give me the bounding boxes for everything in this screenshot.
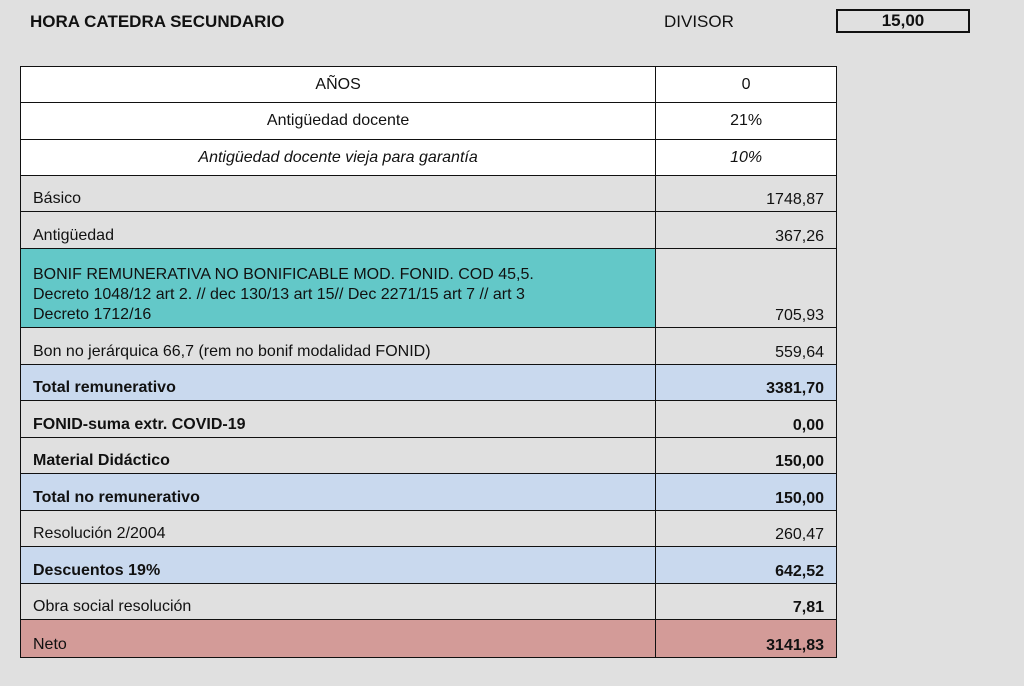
row-value-neto[interactable]: 3141,83 — [656, 620, 837, 658]
row-label-total-remunerativo[interactable]: Total remunerativo — [21, 365, 656, 401]
row-label-resolucion-2-2004[interactable]: Resolución 2/2004 — [21, 511, 656, 547]
row-value-material-didactico[interactable]: 150,00 — [656, 438, 837, 474]
row-label-bonif-remunerativa[interactable] — [21, 249, 656, 328]
table-row — [21, 365, 837, 401]
row-value-total-remunerativo[interactable]: 3381,70 — [656, 365, 837, 401]
table-row — [21, 249, 837, 328]
row-value-obra-social[interactable]: 7,81 — [656, 584, 837, 620]
table-row — [21, 140, 837, 176]
table-row — [21, 620, 837, 658]
row-label-basico[interactable]: Básico — [21, 176, 656, 212]
row-value-fonid-covid[interactable]: 0,00 — [656, 401, 837, 438]
row-label-material-didactico[interactable]: Material Didáctico — [21, 438, 656, 474]
row-value-basico[interactable]: 1748,87 — [656, 176, 837, 212]
bonif-line-2: Decreto 1048/12 art 2. // dec 130/13 art 15// Dec 2271/15 art 7 // art 3 — [33, 286, 525, 303]
row-value-descuentos[interactable]: 642,52 — [656, 547, 837, 584]
table-row — [21, 511, 837, 547]
table-row — [21, 584, 837, 620]
sheet-title: HORA CATEDRA SECUNDARIO — [30, 12, 285, 31]
table-row — [21, 103, 837, 140]
table-row — [21, 474, 837, 511]
table-row — [21, 67, 837, 103]
row-value-antiguedad[interactable]: 367,26 — [656, 212, 837, 249]
table-row — [21, 328, 837, 365]
row-label-antiguedad-docente[interactable]: Antigüedad docente — [21, 103, 656, 140]
row-label-total-no-remunerativo[interactable]: Total no remunerativo — [21, 474, 656, 511]
table-row — [21, 547, 837, 584]
row-label-neto[interactable]: Neto — [21, 620, 656, 658]
row-label-fonid-covid[interactable]: FONID-suma extr. COVID-19 — [21, 401, 656, 438]
row-label-anos[interactable]: AÑOS — [21, 67, 656, 103]
divisor-value-cell[interactable]: 15,00 — [836, 9, 970, 33]
row-value-bon-no-jerarquica[interactable]: 559,64 — [656, 328, 837, 365]
table-row — [21, 401, 837, 438]
bonif-line-3: Decreto 1712/16 — [33, 306, 152, 323]
row-value-bonif-remunerativa[interactable]: 705,93 — [656, 249, 837, 328]
divisor-label: DIVISOR — [664, 12, 734, 31]
row-label-obra-social[interactable]: Obra social resolución — [21, 584, 656, 620]
row-value-antiguedad-vieja[interactable]: 10% — [656, 140, 837, 176]
bonif-line-1: BONIF REMUNERATIVA NO BONIFICABLE MOD. FONID. COD 45,5. — [33, 266, 534, 283]
row-value-total-no-remunerativo[interactable]: 150,00 — [656, 474, 837, 511]
row-value-antiguedad-docente[interactable]: 21% — [656, 103, 837, 140]
table-row — [21, 176, 837, 212]
row-label-antiguedad-vieja[interactable]: Antigüedad docente vieja para garantía — [21, 140, 656, 176]
salary-table — [20, 66, 837, 658]
row-label-descuentos[interactable]: Descuentos 19% — [21, 547, 656, 584]
row-label-bon-no-jerarquica[interactable]: Bon no jerárquica 66,7 (rem no bonif modalidad FONID) — [21, 328, 656, 365]
row-label-antiguedad[interactable]: Antigüedad — [21, 212, 656, 249]
table-row — [21, 212, 837, 249]
row-value-resolucion-2-2004[interactable]: 260,47 — [656, 511, 837, 547]
row-value-anos[interactable]: 0 — [656, 67, 837, 103]
table-row — [21, 438, 837, 474]
